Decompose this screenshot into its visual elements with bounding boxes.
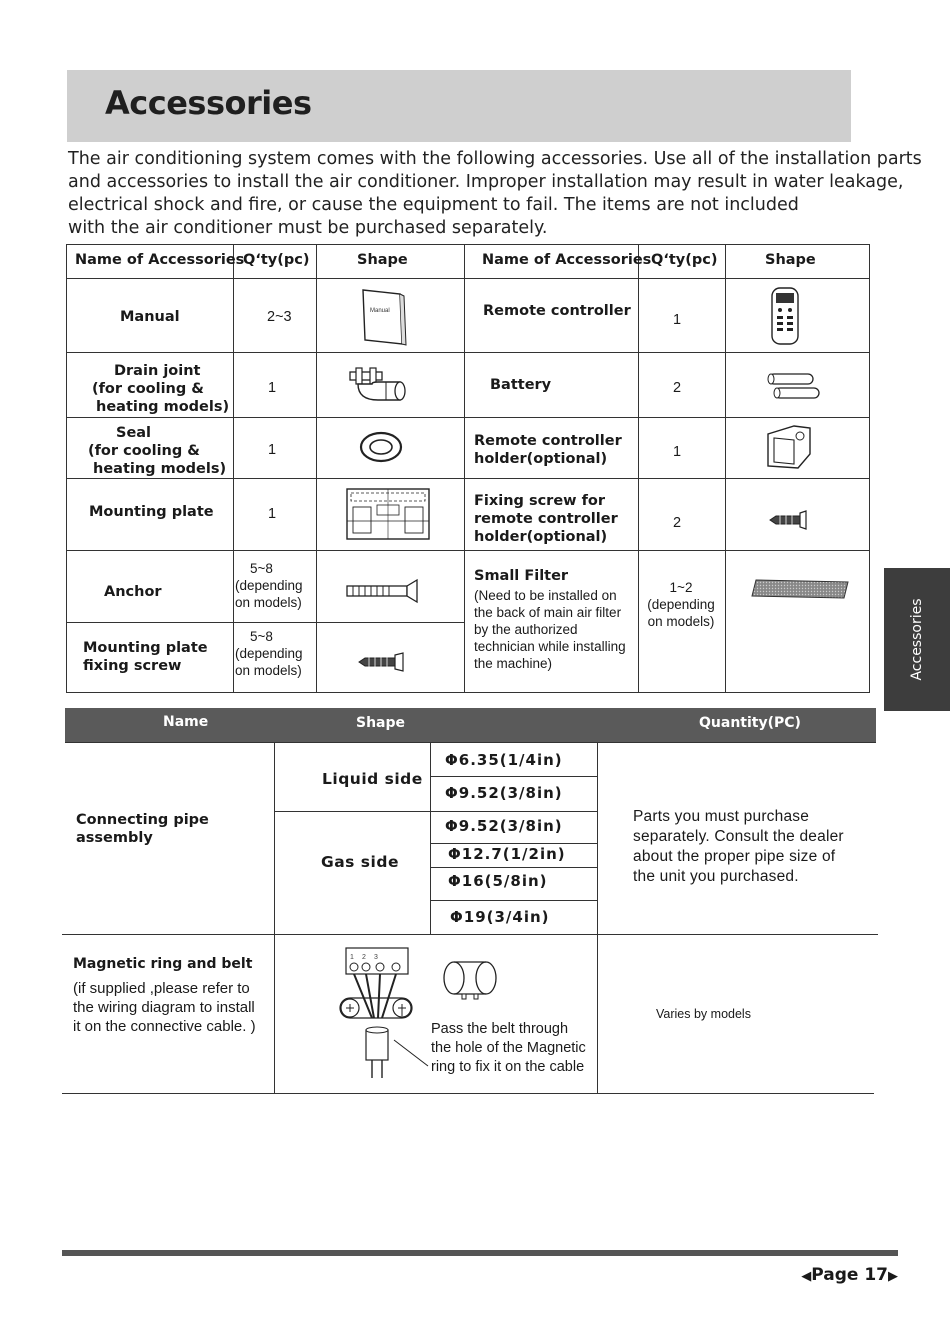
- qty-line: on models): [647, 614, 715, 629]
- accessory-note: [474, 587, 638, 672]
- table-border: [464, 244, 465, 692]
- column-header: Name: [163, 714, 209, 730]
- accessory-name: [474, 432, 622, 468]
- table-border: [233, 244, 234, 692]
- note-line: about the proper pipe size of: [633, 848, 836, 865]
- pipe-assembly-name: [76, 811, 209, 847]
- accessory-name-line: Mounting plate: [83, 640, 208, 656]
- qty-line: (depending: [235, 646, 303, 661]
- qty-line: 5~8: [250, 629, 273, 644]
- note-line: separately. Consult the dealer: [633, 828, 844, 845]
- column-header: Shape: [765, 252, 816, 268]
- intro-line: electrical shock and fire, or cause the equipment to fail. The items are not included: [68, 195, 799, 215]
- table-border: [65, 742, 876, 743]
- magnetic-ring-icon: [440, 956, 500, 1002]
- accessory-name: Small Filter: [474, 568, 569, 584]
- table-border: [62, 1093, 874, 1094]
- next-page-icon[interactable]: ▶: [888, 1269, 898, 1284]
- intro-line: with the air conditioner must be purchased separately.: [68, 218, 548, 238]
- column-header: Shape: [357, 252, 408, 268]
- accessory-name: Anchor: [104, 584, 162, 600]
- manual-booklet-icon: [360, 288, 406, 346]
- note-line: technician while installing: [474, 639, 626, 654]
- table-border: [430, 742, 431, 934]
- accessory-qty: 1: [673, 312, 682, 328]
- table-border: [316, 244, 317, 692]
- accessory-name-line: Drain joint: [114, 363, 201, 379]
- magnetic-quantity: Varies by models: [656, 1007, 751, 1021]
- table-border: [869, 244, 870, 692]
- pipe-size: Φ9.52(3/8in): [445, 817, 563, 835]
- pipe-size: Φ16(5/8in): [448, 872, 548, 890]
- intro-line: and accessories to install the air conditioner. Improper installation may result in water leakage,: [68, 172, 904, 192]
- accessory-name-line: fixing screw: [83, 658, 182, 674]
- pipe-size: Φ19(3/4in): [450, 908, 550, 926]
- table-border: [66, 352, 870, 353]
- table-border: [274, 811, 597, 812]
- accessory-name: Remote controller: [483, 303, 631, 319]
- column-header: Q‘ty(pc): [651, 252, 718, 268]
- prev-page-icon[interactable]: ◀: [801, 1269, 812, 1284]
- magnetic-ring-caption: [431, 1020, 586, 1077]
- terminal-label: 1: [350, 954, 354, 961]
- qty-line: 1~2: [669, 580, 693, 595]
- accessory-name: Manual: [120, 309, 180, 325]
- table-border: [430, 867, 597, 868]
- accessory-name: Mounting plate: [89, 504, 214, 520]
- mounting-plate-icon: [345, 485, 431, 543]
- screw-icon: [768, 510, 810, 530]
- column-header: Name of Accessories: [75, 252, 245, 268]
- table-border: [66, 478, 870, 479]
- pipe-quantity-note: [633, 807, 844, 887]
- caption-line: ring to fix it on the cable: [431, 1059, 585, 1075]
- table-border: [66, 622, 464, 623]
- table-border: [430, 843, 597, 844]
- pipe-size: Φ12.7(1/2in): [448, 845, 566, 863]
- table-border: [274, 742, 275, 1093]
- magnetic-ring-name: Magnetic ring and belt: [73, 956, 253, 972]
- accessory-qty: 1: [673, 444, 682, 460]
- accessory-name: [474, 492, 618, 546]
- name-line: Connecting pipe: [76, 812, 209, 828]
- accessory-name-line: Seal: [116, 425, 152, 441]
- side-tab-label: Accessories: [909, 598, 925, 681]
- column-header: Shape: [356, 715, 406, 731]
- screw-icon: [357, 652, 405, 672]
- table-border: [62, 934, 878, 935]
- anchor-icon: [345, 578, 421, 604]
- pipe-size: Φ9.52(3/8in): [445, 784, 563, 802]
- table-border: [638, 244, 639, 692]
- qty-line: (depending: [235, 578, 303, 593]
- accessory-name-line: Fixing screw for: [474, 493, 606, 509]
- note-line: Parts you must purchase: [633, 808, 810, 825]
- accessory-name-line: heating models): [93, 461, 227, 477]
- caption-line: Pass the belt through: [431, 1021, 569, 1037]
- accessory-qty: 2: [673, 380, 682, 396]
- accessory-name-line: (for cooling &: [92, 381, 204, 397]
- intro-line: The air conditioning system comes with the following accessories. Use all of the installation parts: [68, 149, 922, 169]
- qty-line: (depending: [647, 597, 715, 612]
- accessory-name-line: (for cooling &: [88, 443, 200, 459]
- table-border: [66, 692, 870, 693]
- note-line: the unit you purchased.: [633, 868, 799, 885]
- magnetic-ring-wiring-icon: [336, 946, 416, 1086]
- table-border: [66, 244, 870, 245]
- caption-line: the hole of the Magnetic: [431, 1040, 586, 1056]
- accessory-qty: 1: [268, 506, 277, 522]
- terminal-label: 3: [374, 954, 378, 961]
- accessory-name-line: remote controller: [474, 511, 618, 527]
- table-border: [597, 742, 598, 1093]
- note-line: by the authorized: [474, 622, 578, 637]
- table-border: [66, 417, 870, 418]
- table-border: [66, 278, 870, 279]
- table-border: [725, 244, 726, 692]
- page-number: [801, 1265, 898, 1285]
- accessory-qty: 1: [268, 380, 277, 396]
- note-line: the machine): [474, 656, 553, 671]
- magnetic-ring-note: [73, 979, 256, 1036]
- remote-controller-icon: [770, 286, 802, 346]
- accessory-name-line: holder(optional): [474, 451, 608, 467]
- accessory-name-line: holder(optional): [474, 529, 608, 545]
- table-border: [430, 900, 597, 901]
- pipe-size: Φ6.35(1/4in): [445, 751, 563, 769]
- accessory-name: [83, 639, 208, 675]
- gas-side-label: Gas side: [321, 853, 399, 871]
- qty-line: on models): [235, 663, 302, 678]
- table-border: [66, 550, 870, 551]
- column-header: Quantity(PC): [699, 715, 801, 731]
- remote-holder-icon: [764, 424, 816, 472]
- section-side-tab: [884, 568, 950, 711]
- footer-bar: [62, 1250, 898, 1256]
- column-header: Name of Accessories: [482, 252, 652, 268]
- note-line: it on the connective cable. ): [73, 1018, 256, 1035]
- note-line: the back of main air filter: [474, 605, 622, 620]
- column-header: Q‘ty(pc): [243, 252, 310, 268]
- note-line: the wiring diagram to install: [73, 999, 255, 1016]
- accessory-qty: 2: [673, 515, 682, 531]
- drain-joint-icon: [348, 366, 408, 406]
- battery-icon: [763, 370, 823, 404]
- accessory-name-line: Remote controller: [474, 433, 622, 449]
- page-title: Accessories: [105, 84, 312, 122]
- accessory-qty: [235, 628, 315, 679]
- small-filter-icon: [750, 578, 850, 600]
- page-label: Page 17: [811, 1265, 888, 1285]
- qty-line: on models): [235, 595, 302, 610]
- seal-ring-icon: [358, 430, 404, 464]
- terminal-label: 2: [362, 954, 366, 961]
- table-border: [66, 244, 67, 692]
- manual-icon-text: Manual: [370, 308, 390, 314]
- accessory-name: [90, 362, 230, 416]
- accessory-qty: [235, 560, 315, 611]
- accessory-qty: 2~3: [267, 309, 292, 325]
- liquid-side-label: Liquid side: [322, 770, 423, 788]
- accessory-name: [88, 424, 228, 478]
- table-border: [430, 776, 597, 777]
- note-line: (Need to be installed on: [474, 588, 617, 603]
- note-line: (if supplied ,please refer to: [73, 980, 250, 997]
- accessory-name-line: heating models): [96, 399, 230, 415]
- accessory-qty: [641, 579, 721, 630]
- accessory-qty: 1: [268, 442, 277, 458]
- name-line: assembly: [76, 830, 153, 846]
- intro-paragraph: [68, 148, 922, 240]
- qty-line: 5~8: [250, 561, 273, 576]
- accessory-name: Battery: [490, 377, 552, 393]
